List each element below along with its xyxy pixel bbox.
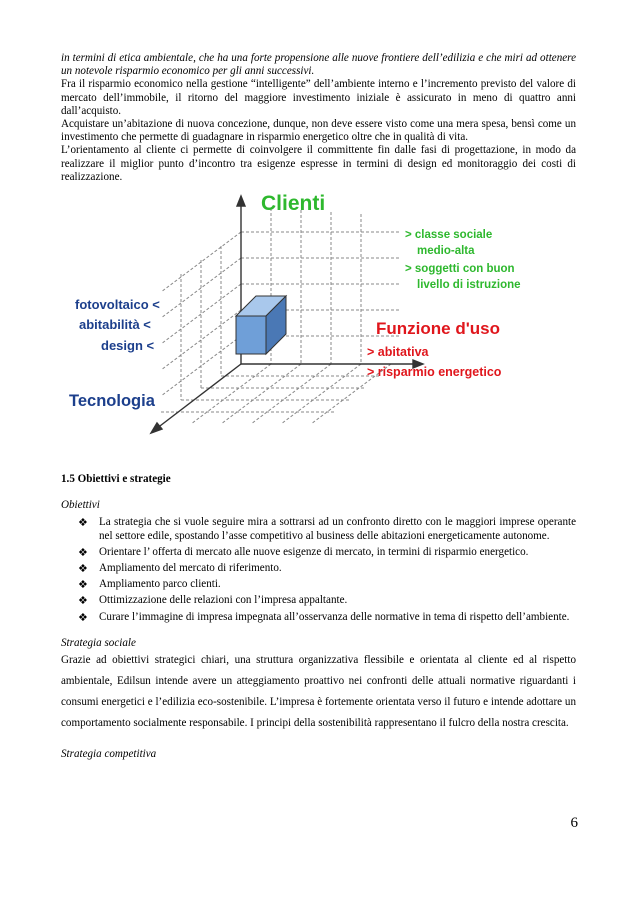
tecnologia-item-2: abitabilità <: [79, 317, 151, 333]
bullet-diamond-icon: ❖: [78, 516, 88, 530]
list-item-text: Ampliamento del mercato di riferimento.: [99, 562, 282, 575]
list-item-text: La strategia che si vuole seguire mira a sottrarsi ad un confronto diretto con le maggiori imprese operante nel settore edile, spostando l’asse competitivo al business delle abitazioni energeticamente autonome.: [99, 516, 576, 542]
list-item-text: Ampliamento parco clienti.: [99, 578, 221, 591]
clienti-item-1: > classe sociale: [405, 229, 493, 242]
clienti-item-3: > soggetti con buon: [405, 263, 515, 276]
funzione-title: Funzione d'uso: [376, 319, 500, 339]
bullet-diamond-icon: ❖: [78, 594, 88, 608]
funzione-item-2: > risparmio energetico: [367, 365, 502, 380]
strategia-competitiva-label: Strategia competitiva: [61, 748, 157, 761]
intro-italic-text: in termini di etica ambientale, che ha una forte propensione alle nuove frontiere dell’edilizia e che miri ad ottenere un notevole risparmio economico per gli anni successivi.: [61, 52, 576, 78]
tecnologia-item-1: fotovoltaico <: [75, 297, 160, 313]
list-item-text: Ottimizzazione delle relazioni con l’impresa appaltante.: [99, 594, 348, 607]
funzione-item-1: > abitativa: [367, 345, 429, 360]
intro-paragraph-3: L’orientamento al cliente ci permette di coinvolgere il committente fin dalle fasi di progettazione, in modo da realizzare il miglior punto d’incontro tra esigenze espresse in termini di design ed monitoraggio dei costi di realizzazione.: [61, 144, 576, 183]
obiettivi-label: Obiettivi: [61, 499, 100, 512]
page-number: 6: [570, 815, 578, 831]
obiettivi-list: [61, 516, 576, 623]
clienti-item-4: livello di istruzione: [417, 279, 521, 292]
list-item: [61, 546, 576, 559]
list-item: [61, 611, 576, 624]
market-diagram: [61, 194, 576, 449]
intro-paragraph-1: Fra il risparmio economico nella gestione “intelligente” dell’ambiente interno e l’incremento previsto del valore di mercato dell’immobile, il ritorno del maggiore investimento iniziale è assicurato in meno di quattro anni dall’acquisto.: [61, 78, 576, 117]
clienti-item-2: medio-alta: [417, 245, 475, 258]
document-page: [61, 52, 576, 761]
list-item-text: Orientare l’ offerta di mercato alle nuove esigenze di mercato, in termini di risparmio energetico.: [99, 545, 529, 558]
cube-icon: [236, 296, 286, 354]
market-diagram-svg: [61, 194, 576, 449]
bullet-diamond-icon: ❖: [78, 610, 88, 624]
section-heading: 1.5 Obiettivi e strategie: [61, 473, 171, 486]
bullet-diamond-icon: ❖: [78, 562, 88, 576]
bullet-diamond-icon: ❖: [78, 545, 88, 559]
list-item: [61, 516, 576, 542]
bullet-diamond-icon: ❖: [78, 578, 88, 592]
strategia-sociale-body: [61, 650, 576, 734]
tecnologia-title: Tecnologia: [69, 392, 155, 411]
list-item: [61, 578, 576, 591]
tecnologia-item-3: design <: [101, 338, 155, 354]
strategia-sociale-text: Grazie ad obiettivi strategici chiari, una struttura organizzativa flessibile e orientata al cliente ed al rispetto ambientale, Edilsun intende avere un atteggiamento proattivo nei confronti delle attuali normative riguardanti i consumi energetici e l’edilizia eco-sostenibile. L’impresa è fortemente orientata verso il futuro e intende adottare un comportamento socialmente responsabile. I principi della sostenibilità rappresentano il fulcro della nostra crescita.: [61, 654, 576, 730]
strategia-sociale-label: Strategia sociale: [61, 636, 136, 649]
list-item: [61, 562, 576, 575]
clienti-title: Clienti: [261, 194, 326, 216]
list-item-text: Curare l’immagine di impresa impegnata all’osservanza delle normative in tema di rispetto dell’ambiente.: [99, 610, 570, 623]
list-item: [61, 594, 576, 607]
intro-paragraph-2: Acquistare un’abitazione di nuova concezione, dunque, non deve essere visto come una mera spesa, bensì come un investimento che permette di guadagnare in risparmio energetico oltre che in qualità di vita.: [61, 118, 576, 144]
